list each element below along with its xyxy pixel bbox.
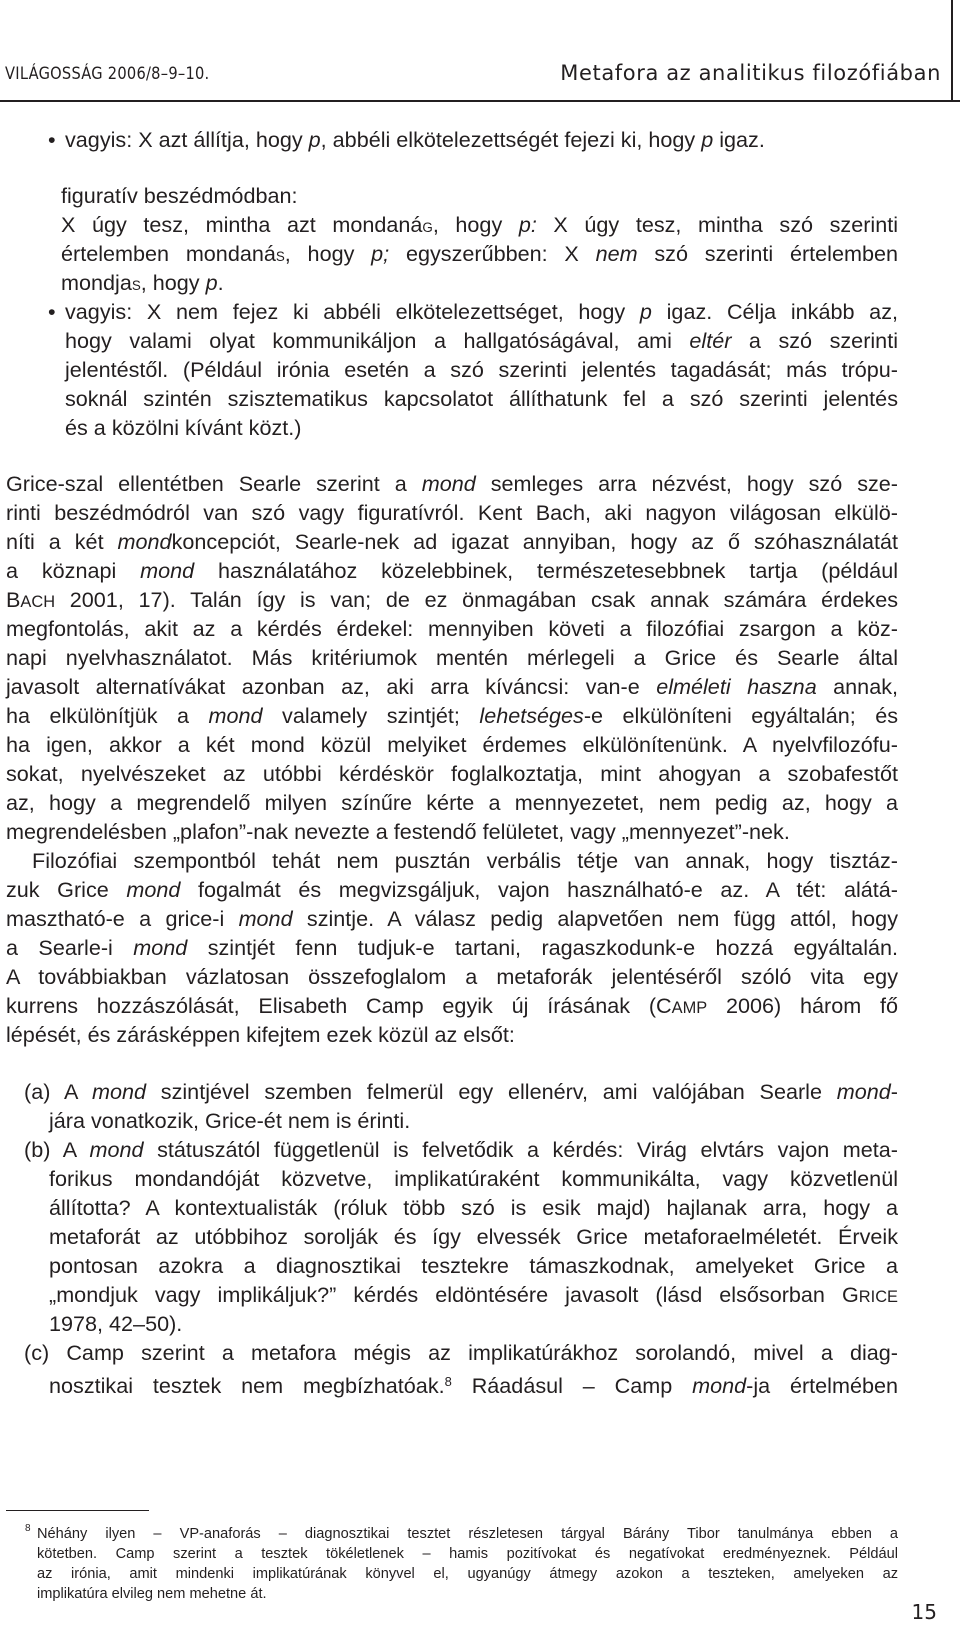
text-line (6, 992, 898, 1022)
text-italic: mond (91, 1079, 147, 1104)
text: (a) A (24, 1079, 92, 1104)
text: Grice-szal ellentétben Searle szerint a (6, 471, 422, 496)
text-italic: p (639, 299, 652, 324)
text: igaz. (713, 127, 765, 152)
running-header (0, 0, 960, 104)
bullet-line (65, 126, 765, 154)
text-line: megrendelésben „plafon”-nak nevezte a festendő felületet, vagy „mennyezet”-nek. (6, 819, 790, 844)
header-corner-rule (951, 0, 953, 101)
text-line: megfontolás, akit az a kérdés érdekel: mennyiben követi a filozófiai zsargon a köz- (6, 616, 898, 641)
text: használatához közelebbinek, természetesebbnek tartja (például (194, 558, 899, 583)
footnote-reference[interactable]: 8 (444, 1374, 452, 1389)
footnote-line: Néhány ilyen – VP-anaforás – diagnosztikai tesztet részletesen tárgyal Bárány Tibor tanulmánya ebben a (37, 1526, 898, 1542)
text: javasolt alternatívákat azonban az, aki arra kíváncsi: van-e (6, 674, 657, 699)
text-italic: p (701, 127, 714, 152)
text-line (65, 298, 898, 326)
text: masztható-e a grice-i (6, 906, 239, 931)
text: , abbéli elkötelezettségét fejezi ki, hogy (320, 127, 702, 152)
text-line: ha igen, akkor a két mond közül melyiket érdemes elkülönítenünk. A nyelvfilozófu- (6, 732, 898, 757)
text-line (6, 586, 898, 616)
text: níti a két (6, 529, 118, 554)
text: szintjével szemben felmerül egy ellenérv, ami valójában Searle (146, 1079, 837, 1104)
text-italic: mond (89, 1137, 144, 1162)
text: ha elkülönítjük a (6, 703, 209, 728)
bullet-marker: • (48, 127, 56, 152)
text: mondja (61, 270, 132, 295)
text: (b) A (24, 1137, 90, 1162)
subscript: G (422, 220, 433, 235)
text-line (6, 934, 898, 962)
subscript: S (131, 278, 141, 293)
text: kurrens hozzászólását, Elisabeth Camp egyik új írásának (C (6, 993, 672, 1018)
text: X úgy tesz, mintha azt mondaná (61, 212, 423, 237)
text-italic: lehetséges (479, 703, 584, 728)
text: . (217, 270, 224, 295)
text: fogalmát és megvizsgáljuk, vajon használható-e az. A tét: alátá- (180, 877, 898, 902)
text: X úgy tesz, mintha szó szerinti (536, 212, 898, 237)
text-italic: p: (518, 212, 537, 237)
text: a köznapi (6, 558, 141, 583)
text-line (6, 673, 898, 701)
text: annak, (816, 674, 898, 699)
text: egyszerűbben: X (389, 241, 596, 266)
text: szintje. A válasz pedig alapvetően nem függ attól, hogy (292, 906, 898, 931)
text-line: soknál szintén szisztematikus kapcsolatot állíthatunk fel a szó szerinti jelentés (65, 386, 898, 411)
text: szintjét fenn tudjuk-e tartani, ragaszkodunk-e hozzá egyáltalán. (187, 935, 899, 960)
text-line (6, 470, 898, 498)
text: 2006) három fő (707, 993, 898, 1018)
footnote-mark: 8 (25, 1523, 31, 1534)
text-line: A továbbiakban vázlatosan összefoglalom a metaforák jelentéséről szóló vita egy (6, 964, 898, 989)
text-line (6, 905, 898, 933)
figurative-heading: figuratív beszédmódban: (61, 183, 298, 208)
text-line (6, 702, 898, 730)
text: -ja értelmében (746, 1373, 899, 1399)
text-italic: mond (421, 471, 476, 496)
subscript: S (275, 249, 285, 264)
text-italic: mond (140, 558, 195, 583)
journal-issue: VILÁGOSSÁG 2006/8–9–10. (5, 64, 210, 84)
footnote-rule (6, 1510, 149, 1511)
text: „mondjuk vagy implikáljuk?” kérdés eldöntésére javasolt (lásd elsősorban G (49, 1282, 859, 1307)
text-line: lépését, és zárásképpen kifejtem ezek közül az elsőt: (6, 1022, 515, 1047)
text: a Searle-i (6, 935, 134, 960)
text-italic: nem (595, 241, 638, 266)
text: hogy valami olyat kommunikáljon a hallgatóságával, ami (65, 328, 690, 353)
text-line: forikus mondandóját közvetve, implikatúraként kommunikálta, vagy közvetlenül (49, 1166, 898, 1191)
text-line: sokat, nyelvészeket az utóbbi kérdéskör foglalkoztatja, mint ahogyan a szobafestőt (6, 761, 898, 786)
text-line: jelentéstől. (Például irónia esetén a szó szerinti jelentés tagadását; más trópu- (65, 357, 898, 382)
text: igaz. Célja inkább az, (651, 299, 898, 324)
text: semleges arra nézvést, hogy szó sze- (475, 471, 898, 496)
text-italic: mond (692, 1373, 747, 1399)
text-line: metaforát az utóbbihoz sorolják és így elvessék Grice metaforaelméletét. Érveik (49, 1224, 898, 1249)
text: - (890, 1079, 898, 1104)
text-line: állította? A kontextualisták (róluk több szó is esik majd) hajlanak arra, hogy a (49, 1195, 898, 1220)
text: -e elkülöníteni egyáltalán; és (583, 703, 898, 728)
footnote-line: implikatúra elvileg nem mehetne át. (37, 1586, 267, 1602)
section-title: Metafora az analitikus filozófiában (560, 61, 941, 85)
text-line (49, 1281, 898, 1311)
text: koncepciót, Searle-nek ad igazat annyiban, hogy az ő szóhasználatát (171, 529, 898, 554)
bullet-marker: • (48, 299, 56, 324)
text-italic: mond (126, 877, 181, 902)
text-italic: p; (371, 241, 390, 266)
text: Ráadásul – Camp (451, 1373, 693, 1399)
text-italic: p (205, 270, 218, 295)
list-item-a (24, 1078, 898, 1106)
text-line (6, 557, 898, 585)
list-item-c: (c) Camp szerint a metafora mégis az implikatúrákhoz sorolandó, mivel a diag- (24, 1340, 898, 1365)
text-line: az, hogy a megrendelő milyen színűre kérte a mennyezetet, nem pedig az, hogy a (6, 790, 898, 815)
text-line (61, 240, 898, 271)
text-italic: eltér (689, 328, 732, 353)
text-line: rinti beszédmódról van szó vagy figuratívról. Kent Bach, aki nagyon világosan elkülö- (6, 500, 898, 525)
footnote-line: az irónia, amit mindenki implikatúrának könyvel el, ugyanúgy átmegy azokon a teszteken, amelyeken az (37, 1566, 898, 1582)
text: szó szerinti értelemben (637, 241, 898, 266)
text-line (49, 1368, 898, 1400)
text-italic: mond (208, 703, 263, 728)
text: státuszától függetlenül is felvetődik a kérdés: Virág elvtárs vajon meta- (143, 1137, 898, 1162)
text-line (65, 327, 898, 355)
page-number: 15 (911, 1600, 937, 1624)
text: valamely szintjét; (262, 703, 480, 728)
text-italic: mond (836, 1079, 891, 1104)
text-line: pontosan azokra a diagnosztikai tesztekre támaszkodnak, amelyeket Grice a (49, 1253, 898, 1278)
text: vagyis: X azt állítja, hogy (65, 127, 309, 152)
text: zuk Grice (6, 877, 127, 902)
text-line (6, 876, 898, 904)
text: , hogy (140, 270, 206, 295)
header-rule (0, 100, 960, 102)
list-item-b (24, 1136, 898, 1164)
text-line: 1978, 42–50). (49, 1311, 183, 1336)
text-italic: mond (133, 935, 188, 960)
text: 2001, 17). Talán így is van; de ez önmagában csak annak számára érdekes (55, 587, 898, 612)
small-caps-text: ACH (20, 593, 56, 611)
text-italic: mond (238, 906, 293, 931)
footnote-line: kötetben. Camp szerint a tesztek tökéletlenek – hamis pozitívokat és negatívokat eredményeznek. Például (37, 1546, 898, 1562)
text: a szó szerinti (731, 328, 898, 353)
text-italic: p (308, 127, 321, 152)
text-line: és a közölni kívánt közt.) (65, 415, 302, 440)
text-line: jára vonatkozik, Grice-ét nem is érinti. (49, 1108, 411, 1133)
text: , hogy (432, 212, 519, 237)
text-line: napi nyelvhasználatot. Más kritériumok mentén mérlegeli a Grice és Searle által (6, 645, 898, 670)
text: nosztikai tesztek nem megbízhatóak. (49, 1373, 445, 1399)
text: értelemben mondaná (61, 241, 276, 266)
text-line (6, 528, 898, 556)
text-line (61, 269, 224, 300)
text-line: Filozófiai szempontból tehát nem pusztán verbális tétje van annak, hogy tisztáz- (32, 848, 898, 873)
text-line (61, 211, 898, 242)
text: vagyis: X nem fejez ki abbéli elkötelezettséget, hogy (65, 299, 640, 324)
text: , hogy (284, 241, 372, 266)
small-caps-text: RICE (858, 1288, 898, 1306)
text-italic: mond (117, 529, 172, 554)
text-italic: elméleti haszna (656, 674, 817, 699)
text: B (6, 587, 21, 612)
small-caps-text: AMP (671, 999, 708, 1017)
